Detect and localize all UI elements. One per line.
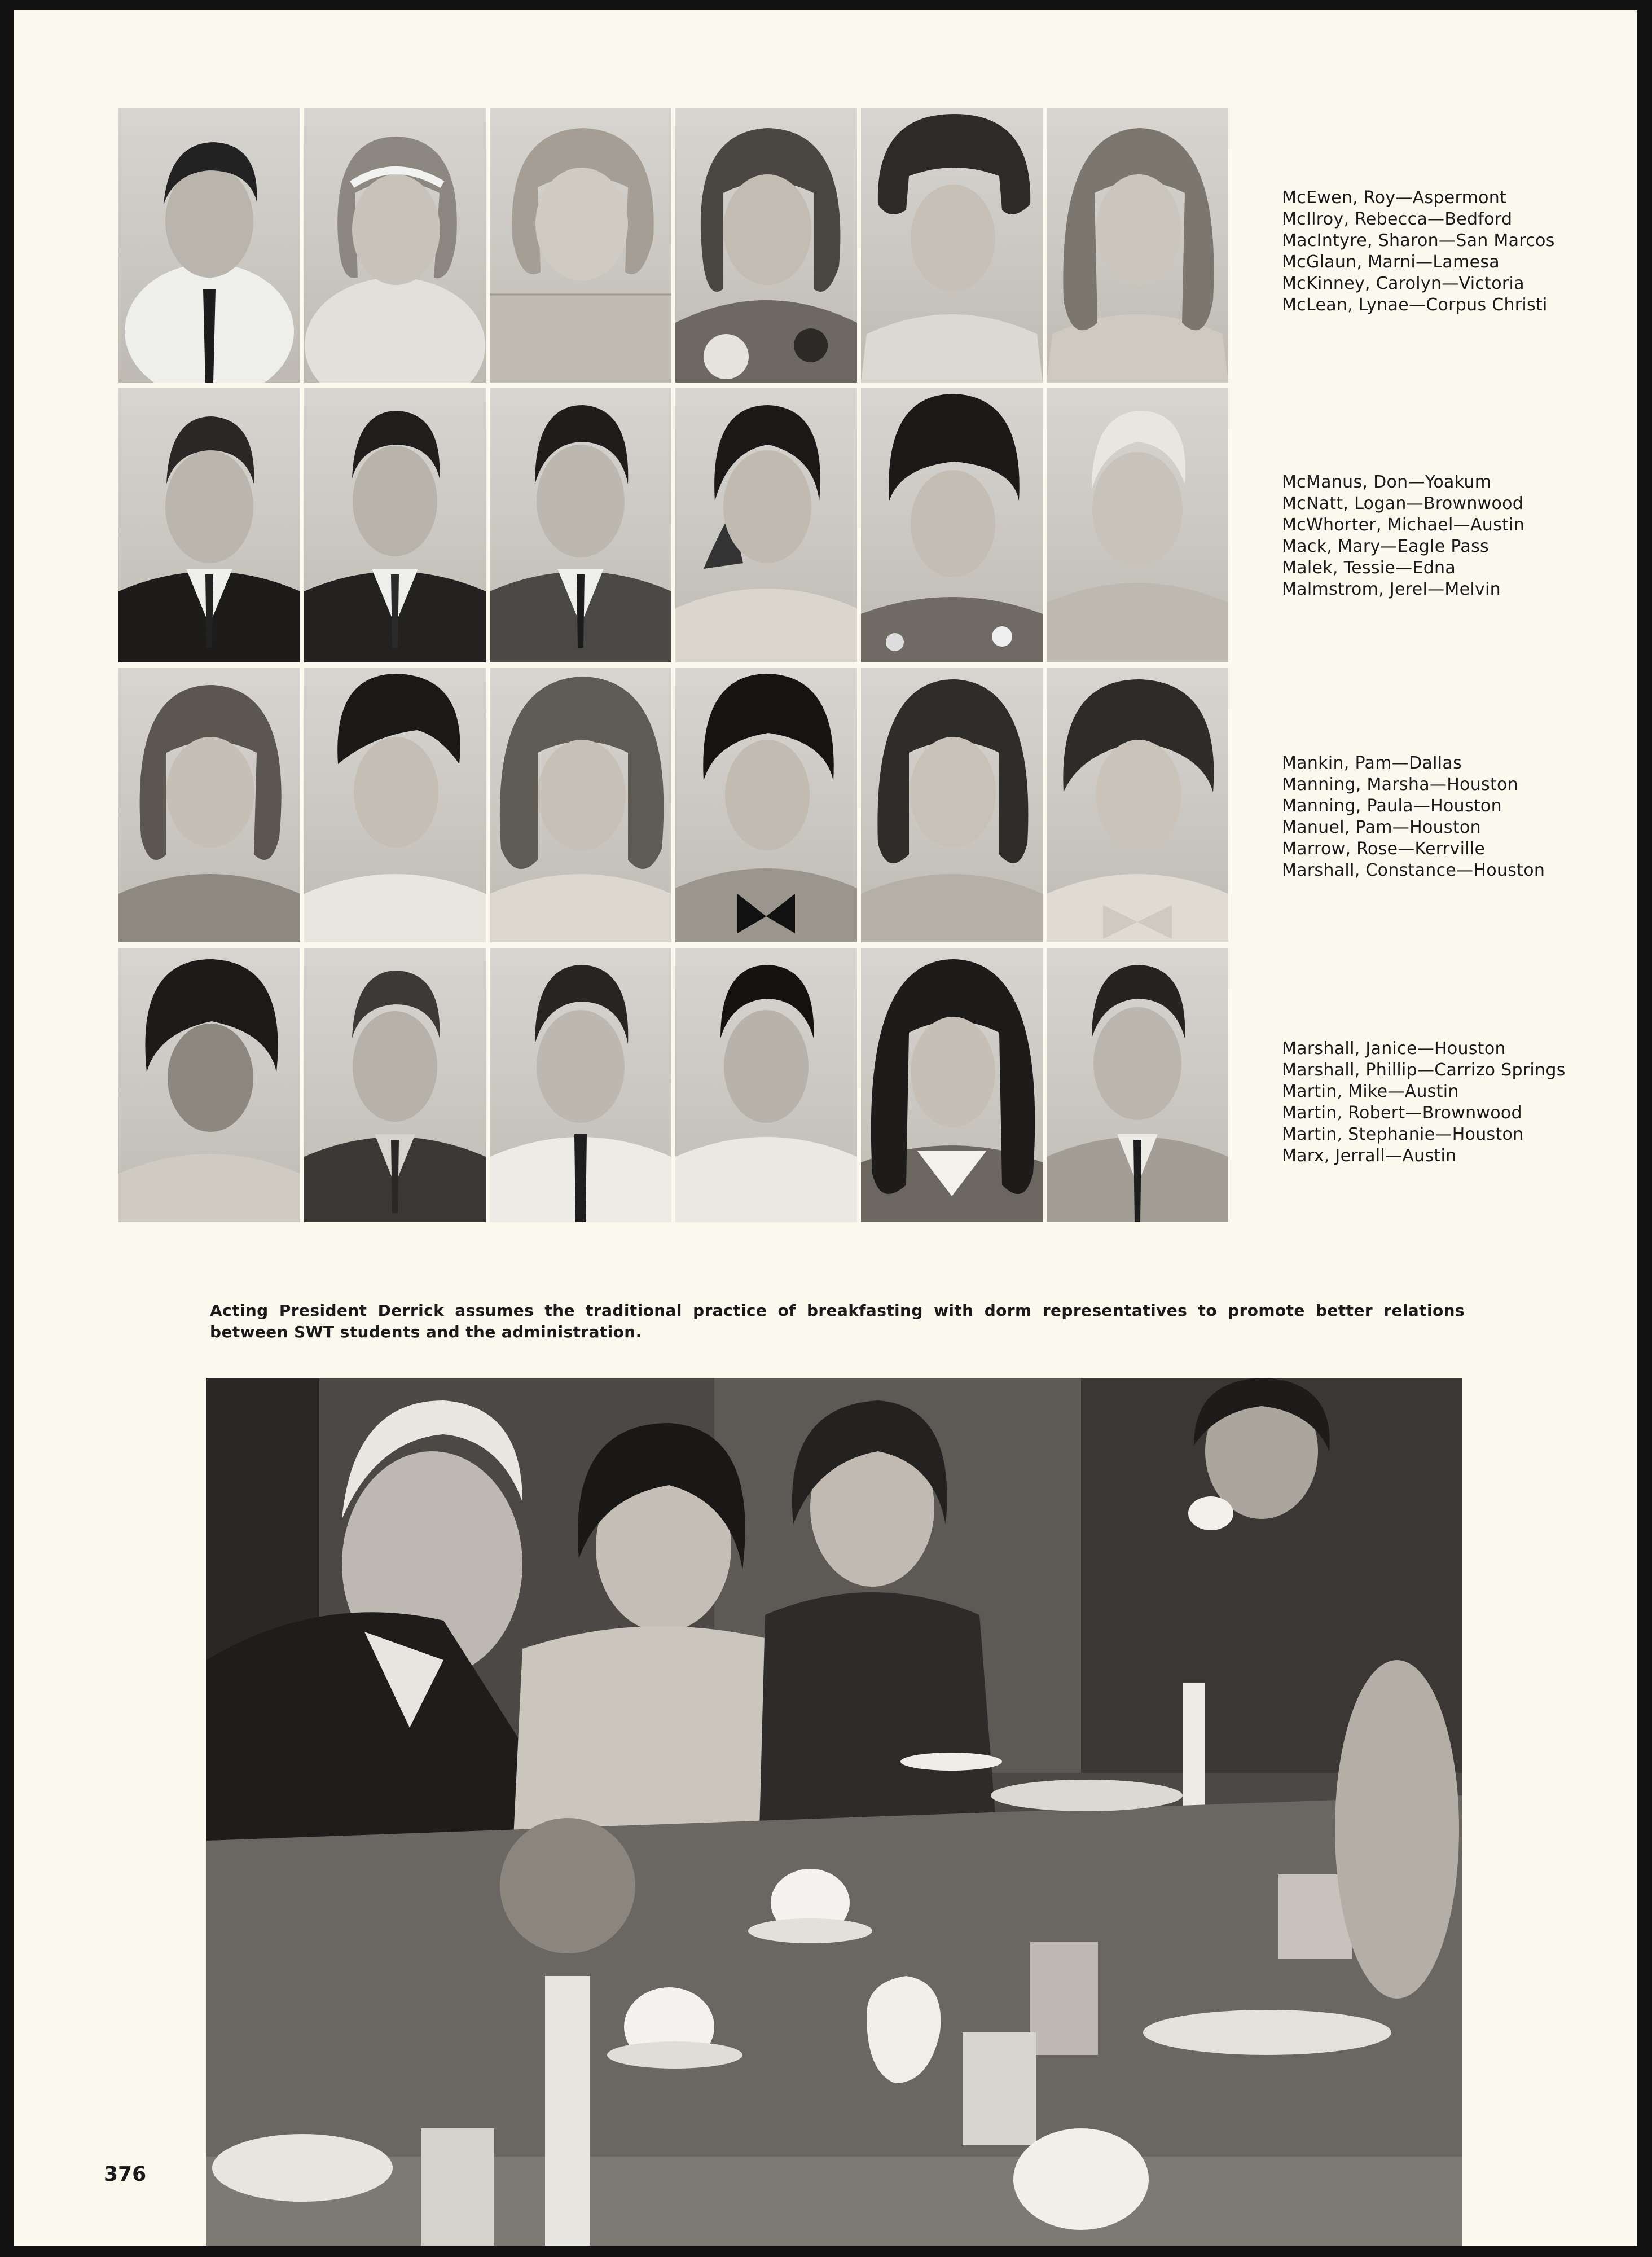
name-list-row-2	[1282, 472, 1524, 600]
student-name: Mankin, Pam—Dallas	[1282, 753, 1462, 773]
portrait-photo	[304, 668, 486, 942]
student-name: Marshall, Constance—Houston	[1282, 860, 1545, 880]
portrait-photo	[1047, 108, 1228, 383]
student-name: McEwen, Roy—Aspermont	[1282, 188, 1507, 208]
photo-caption: Acting President Derrick assumes the traditional practice of breakfasting with dorm representatives to promote better relations between SWT students and the administration.	[210, 1301, 1465, 1341]
student-name: McNatt, Logan—Brownwood	[1282, 494, 1524, 513]
student-name: Martin, Mike—Austin	[1282, 1082, 1459, 1101]
portrait-photo	[1047, 668, 1228, 942]
portrait-photo	[118, 388, 300, 662]
portrait-photo	[304, 948, 486, 1222]
student-name: McManus, Don—Yoakum	[1282, 472, 1492, 492]
portrait-photo	[118, 668, 300, 942]
student-name: Manning, Paula—Houston	[1282, 796, 1502, 816]
portrait-photo	[304, 388, 486, 662]
name-list-row-1	[1282, 187, 1555, 316]
student-name: Manning, Marsha—Houston	[1282, 775, 1518, 794]
portrait-photo	[1047, 388, 1228, 662]
portrait-row-3	[118, 668, 1246, 945]
portrait-row-1	[118, 108, 1246, 385]
student-name: Marshall, Janice—Houston	[1282, 1039, 1506, 1059]
breakfast-photo	[206, 1378, 1462, 2246]
portrait-photo	[304, 108, 486, 383]
student-name: Martin, Stephanie—Houston	[1282, 1125, 1524, 1144]
student-name: MacIntyre, Sharon—San Marcos	[1282, 231, 1555, 251]
portrait-photo	[861, 108, 1043, 383]
yearbook-page	[14, 10, 1637, 2246]
portrait-photo	[1047, 948, 1228, 1222]
student-name: Mack, Mary—Eagle Pass	[1282, 537, 1489, 556]
name-list-row-3	[1282, 753, 1545, 881]
student-name: McGlaun, Marni—Lamesa	[1282, 252, 1500, 272]
student-name: Marshall, Phillip—Carrizo Springs	[1282, 1060, 1566, 1080]
student-name: Manuel, Pam—Houston	[1282, 818, 1481, 837]
portrait-photo	[861, 668, 1043, 942]
portrait-photo	[490, 668, 671, 942]
portrait-photo	[675, 948, 857, 1222]
student-name: Malmstrom, Jerel—Melvin	[1282, 579, 1501, 599]
portrait-photo	[861, 388, 1043, 662]
page-number: 376	[104, 2163, 147, 2186]
portrait-row-4	[118, 948, 1246, 1224]
student-name: Marx, Jerrall—Austin	[1282, 1146, 1457, 1166]
student-name: Malek, Tessie—Edna	[1282, 558, 1456, 578]
portrait-photo	[490, 108, 671, 383]
portrait-photo	[490, 388, 671, 662]
portrait-row-2	[118, 388, 1246, 665]
student-name: McWhorter, Michael—Austin	[1282, 515, 1525, 535]
portrait-photo	[490, 948, 671, 1222]
student-name: McIlroy, Rebecca—Bedford	[1282, 209, 1513, 229]
name-list-row-4	[1282, 1038, 1566, 1167]
portrait-photo	[861, 948, 1043, 1222]
student-name: Martin, Robert—Brownwood	[1282, 1103, 1522, 1123]
student-name: McKinney, Carolyn—Victoria	[1282, 274, 1524, 293]
portrait-photo	[118, 108, 300, 383]
portrait-photo	[675, 668, 857, 942]
portrait-photo	[675, 108, 857, 383]
student-name: Marrow, Rose—Kerrville	[1282, 839, 1486, 859]
student-name: McLean, Lynae—Corpus Christi	[1282, 295, 1548, 315]
portrait-photo	[118, 948, 300, 1222]
portrait-photo	[675, 388, 857, 662]
